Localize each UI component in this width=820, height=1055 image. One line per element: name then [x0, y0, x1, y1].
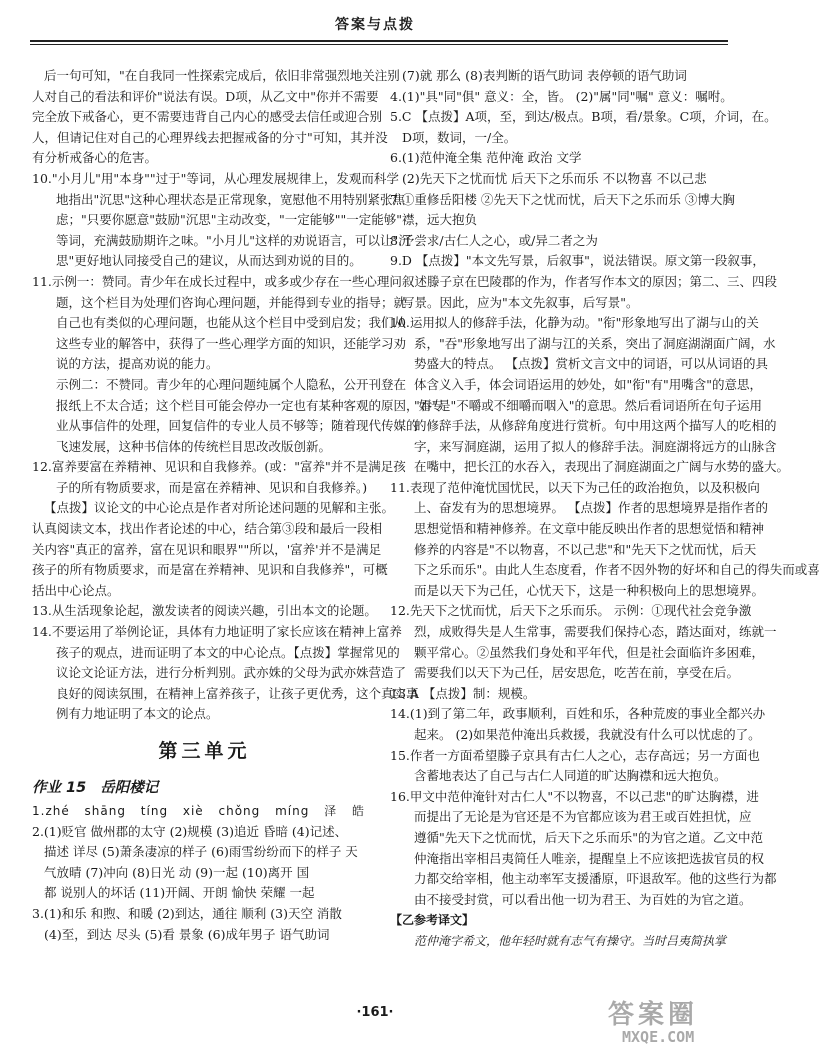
text-line: (7)就 那么 (8)表判断的语气助词 表停顿的语气助词 — [402, 68, 687, 83]
answer-item-15: 15.作者一方面希望滕子京具有古仁人之心，志存高远；另一方面也 — [390, 747, 760, 763]
text-line: 飞速发展，这种书信体的传统栏目思改改版创新。 — [56, 438, 332, 454]
answer-item-12: 12.富养要富在养精神、见识和自我修养。(或："富养"并不是满足孩 — [32, 459, 406, 475]
text-line: 虑；"只要你愿意"鼓励"沉思"主动改变，"一定能够""一定能够" — [56, 212, 402, 228]
text-line: 等词，充满鼓励期许之味。"小月儿"这样的劝说语言，可以让"沉 — [56, 232, 411, 248]
text-line: 的修辞手法，从修辞角度进行赏析。句中用这两个描写人的吃相的 — [414, 418, 777, 434]
answer-item-10: 10."小月儿"用"本身""过于"等词，从心理发展规律上，发观而科学 — [32, 170, 399, 186]
answer-item-1-pinyin: 1.zhé shāng tíng xiè chǒng míng 泽 皓 — [32, 804, 365, 818]
header-title: 答案与点拨 — [335, 17, 415, 33]
answer-item-3: 3.(1)和乐 和煦、和暖 (2)到达，通往 顺利 (3)天空 消散 — [32, 905, 342, 921]
answer-item-5: 5.C 【点拨】A项，至，到达/极点。B项，看/景象。C项，介词，在。 — [390, 109, 777, 125]
answer-item-11: 11.表现了范仲淹忧国忧民，以天下为己任的政治抱负，以及积极向 — [390, 479, 760, 495]
answer-item-4: 4.(1)"具"同"俱" 意义：全，皆。 (2)"属"同"嘱" 意义：嘱咐。 — [390, 88, 733, 104]
text-line: 孩子的观点，进而证明了本文的中心论点。【点拨】掌握常见的 — [56, 644, 400, 660]
text-line: 由不接受封赏，可以看出他一切为君王、为百姓的为官之道。 — [414, 891, 752, 907]
text-line: 力都交给宰相，他主动率军支援潘原，吓退敌军。他的这些行为都 — [414, 871, 777, 887]
text-line: (4)至，到达 尽头 (5)看 景象 (6)成年男子 语气助词 — [44, 926, 330, 942]
text-line: 关内容"真正的富养，富在见识和眼界""所以，'富养'并不是满足 — [32, 541, 382, 557]
text-line: 思想觉悟和精神修养。在文章中能反映出作者的思想觉悟和精神 — [414, 521, 765, 537]
text-line: 地指出"沉思"这种心理状态是正常现象，宽慰他不用特别紧张焦 — [56, 191, 406, 207]
text-line: 括出中心论点。 — [32, 582, 120, 598]
text-line: 人，但请记住对自己的心理界线去把握戒备的分寸"可知，其并没 — [32, 129, 388, 145]
text-line: 而提出了无论是为官还是不为官都应该为君王或百姓担忧，应 — [414, 809, 752, 825]
text-line: 思"更好地认同接受自己的建议，从而达到劝说的目的。 — [56, 253, 362, 269]
text-line: D项，数词，一/全。 — [402, 129, 517, 145]
answer-item-10: 10.运用拟人的修辞手法，化静为动。"衔"形象地写出了湖与山的关 — [390, 315, 759, 331]
text-line: 而是以天下为己任，心忧天下，这是一种积极向上的思想境界。 — [414, 582, 765, 598]
text-line: 遵循"先天下之忧而忧，后天下之乐而乐"的为官之道。乙文中范 — [414, 829, 764, 845]
text-line: 上、奋发有为的思想境界。 【点拨】作者的思想境界是指作者的 — [414, 500, 768, 516]
answer-item-14: 14.不要运用了举例论证，具体有力地证明了家长应该在精神上富养 — [32, 624, 402, 640]
answer-item-9: 9.D 【点拨】"本文先写景，后叙事"，说法错误。原文第一段叙事， — [390, 253, 765, 269]
answer-item-6: 6.(1)范仲淹全集 范仲淹 政治 文学 — [390, 150, 582, 166]
text-line: 烈，成败得失是人生常事，需要我们保持心态，踏达面对，练就一 — [414, 624, 777, 640]
watermark-main-text: 答案圈 — [608, 1000, 699, 1030]
text-line: 襟，远大抱负 — [402, 212, 478, 228]
text-line: 体含义入手，体会词语运用的妙处，如"衔"有"用嘴含"的意思， — [414, 376, 762, 392]
right-column — [390, 66, 820, 952]
text-line: 【点拨】议论文的中心论点是作者对所论述问题的见解和主张。 — [44, 500, 395, 516]
text-line: 自己也有类似的心理问题，也能从这个栏目中受到启发；我们从 — [56, 315, 407, 331]
header-rule-thick — [30, 40, 728, 42]
answer-item-11: 11.示例一：赞同。青少年在成长过程中，或多或少存在一些心理问 — [32, 273, 402, 289]
text-line: 字，来写洞庭湖，运用了拟人的修辞手法。洞庭湖将远方的山脉含 — [414, 438, 777, 454]
translation-text: 范仲淹字希文，他年轻时就有志气有操守。当时吕夷简执掌 — [414, 933, 727, 948]
text-line: "吞"是"不嚼或不细嚼而咽入"的意思。然后看词语所在句子运用 — [414, 397, 762, 413]
text-line: 仲淹指出宰相吕夷简任人唯亲，提醒皇上不应该把选拔官员的权 — [414, 850, 765, 866]
page-number: ·161· — [356, 1005, 394, 1020]
unit-title: 第三单元 — [158, 740, 251, 762]
text-line: 良好的阅读氛围，在精神上富养孩子，让孩子更优秀，这个真实事 — [56, 685, 419, 701]
translation-heading: 【乙参考译文】 — [390, 913, 475, 928]
homework-name: 岳阳楼记 — [100, 780, 159, 796]
text-line: (2)先天下之忧而忧 后天下之乐而乐 不以物喜 不以己悲 — [402, 170, 707, 186]
text-line: 后一句可知，"在自我同一性探索完成后，依旧非常强烈地关注别 — [44, 68, 400, 83]
text-line: 下之乐而乐"。由此人生态度看，作者不因外物的好坏和自己的得失而或喜 — [414, 562, 820, 578]
text-line: 认真阅读文本，找出作者论述的中心，结合第③段和最后一段相 — [32, 521, 383, 537]
text-line: 含蓄地表达了自己与古仁人同道的旷达胸襟和远大抱负。 — [414, 768, 727, 784]
header-rule-thin — [30, 44, 728, 45]
answer-item-16: 16.甲文中范仲淹针对古仁人"不以物喜，不以己悲"的旷达胸襟，进 — [390, 788, 759, 804]
text-line: 例有力地证明了本文的论点。 — [56, 706, 219, 722]
answer-item-12: 12.先天下之忧而忧，后天下之乐而乐。 示例：①现代社会竞争激 — [390, 603, 752, 619]
text-line: 叙述滕子京在巴陵郡的作为，作者写作本文的原因；第二、三、四段 — [402, 273, 778, 289]
text-line: 系，"吞"形象地写出了湖与江的关系，突出了洞庭湖湖面广阔，水 — [414, 335, 776, 351]
page-header — [0, 0, 750, 48]
text-line: 势盛大的特点。 【点拨】赏析文言文中的词语，可以从词语的具 — [414, 356, 768, 372]
answer-item-14: 14.(1)到了第二年，政事顺利，百姓和乐，各种荒废的事业全都兴办 — [390, 706, 766, 722]
text-line: 有分析戒备心的危害。 — [32, 150, 158, 166]
text-line: 人对自己的看法和评价"说法有误。D项，从乙文中"你并不需要 — [32, 88, 379, 104]
text-line: 议论文论证方法，进行分析判别。武亦姝的父母为武亦姝营造了 — [56, 665, 407, 681]
text-line: 修养的内容是"不以物喜，不以己悲"和"先天下之忧而忧，后天 — [414, 541, 757, 557]
watermark-logo — [600, 992, 730, 1047]
homework-label: 作业 15 — [32, 780, 87, 796]
text-line: 子的所有物质要求，而是富在养精神、见识和自我修养。) — [56, 479, 368, 495]
text-line: 说的方法，提高劝说的能力。 — [56, 356, 219, 372]
answer-item-8: 8.予尝求/古仁人之心，或/异二者之为 — [390, 232, 598, 248]
text-line: 在嘴中，把长江的水吞入，表现出了洞庭湖面之广阔与水势的盛大。 — [414, 459, 790, 475]
text-line: 颗平常心。②虽然我们身处和平年代，但是社会面临许多困难， — [414, 644, 765, 660]
text-line: 起来。 (2)如果范仲淹出兵救援，我就没有什么可以忧虑的了。 — [414, 727, 761, 742]
text-line: 这些专业的解答中，获得了一些心理学方面的知识，还能学习劝 — [56, 335, 407, 351]
text-line: 示例二：不赞同。青少年的心理问题纯属个人隐私，公开刊登在 — [56, 376, 407, 392]
text-line: 需要我们以天下为己任，居安思危，吃苦在前，享受在后。 — [414, 665, 740, 681]
text-line: 题，这个栏目为处理们咨询心理问题，并能得到专业的指导；就 — [56, 294, 407, 310]
homework-heading — [32, 775, 377, 801]
watermark-sub-text: MXQE.COM — [622, 1028, 695, 1046]
text-line: 气放晴 (7)冲向 (8)日光 动 (9)一起 (10)离开 国 — [44, 864, 310, 880]
text-line: 孩子的所有物质要求，而是富在养精神、见识和自我修养"，可概 — [32, 562, 388, 578]
answer-item-7: 7.①重修岳阳楼 ②先天下之忧而忧，后天下之乐而乐 ③博大胸 — [390, 191, 735, 207]
text-line: 描述 详尽 (5)萧条凄凉的样子 (6)雨雪纷纷而下的样子 天 — [44, 844, 358, 860]
text-line: 报纸上不太合适；这个栏目可能会停办一定也有某种客观的原因，如专 — [56, 397, 444, 413]
text-line: 写景。因此，应为"本文先叙事，后写景"。 — [402, 294, 639, 310]
text-line: 都 说别人的坏话 (11)开阔、开朗 愉快 荣耀 一起 — [44, 885, 315, 901]
answer-item-2: 2.(1)贬官 做州郡的太守 (2)规模 (3)追近 昏暗 (4)记述、 — [32, 823, 348, 839]
text-line: 完全放下戒备心，更不需要违背自己内心的感受去信任或迎合别 — [32, 109, 383, 125]
answer-item-13: 13.A 【点拨】制：规模。 — [390, 685, 536, 701]
text-line: 业从事信件的处理，回复信件的专业人员不够等；随着现代传媒的 — [56, 418, 419, 434]
answer-item-13: 13.从生活现象论起，激发读者的阅读兴趣，引出本文的论题。 — [32, 603, 377, 619]
